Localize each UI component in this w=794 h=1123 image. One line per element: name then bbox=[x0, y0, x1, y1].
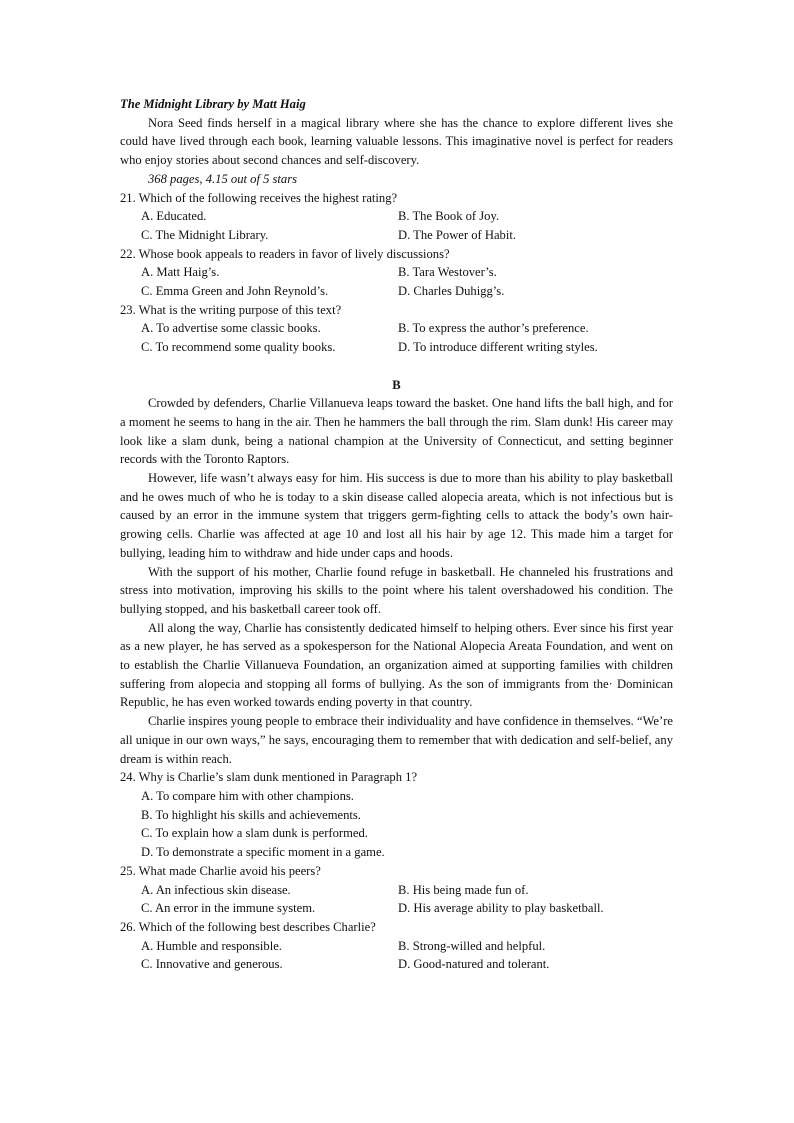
option-a: A. An infectious skin disease. bbox=[141, 882, 291, 897]
option-a: A. Matt Haig’s. bbox=[141, 265, 220, 280]
question-stem: 22. Whose book appeals to readers in favor of lively discussions? bbox=[120, 246, 450, 261]
option-a: A. Educated. bbox=[141, 209, 207, 224]
passage-paragraph: Crowded by defenders, Charlie Villanueva leaps toward the basket. One hand lifts the ball high, and for a moment he seems to hang in the air. Then he hammers the ball through the rim. Slam dunk! His career may look like a slam dunk, being a national champion at the University of Connecticut, and setting beginner records with the Toronto Raptors. bbox=[120, 396, 673, 467]
passage-paragraph: However, life wasn’t always easy for him. His success is due to more than his ability to play basketball and he owes much of who he is today to a skin disease called alopecia areata, which is not infectious but is caused by an error in the immune system that triggers germ-fighting cells to attack the body’s own hair-growing cells. Charlie was affected at age 10 and lost all his hair by age 12. This made him a target for bullying, leading him to withdraw and hide under caps and hoods. bbox=[120, 471, 673, 560]
option-c: C. Emma Green and John Reynold’s. bbox=[141, 284, 329, 299]
option-c: C. The Midnight Library. bbox=[141, 227, 269, 242]
option-d: D. To demonstrate a specific moment in a game. bbox=[141, 845, 385, 860]
question-stem: 23. What is the writing purpose of this text? bbox=[120, 302, 342, 317]
question-stem: 25. What made Charlie avoid his peers? bbox=[120, 863, 321, 878]
option-b: B. To express the author’s preference. bbox=[398, 321, 589, 336]
option-b: B. Tara Westover’s. bbox=[398, 265, 497, 280]
option-b: B. His being made fun of. bbox=[398, 882, 529, 897]
question-22 bbox=[120, 245, 673, 301]
passage-paragraph: With the support of his mother, Charlie found refuge in basketball. He channeled his frustrations and stress into motivation, improving his skills to the point where his talent overshadowed his condition. The bullying stopped, and his basketball career took off. bbox=[120, 564, 673, 616]
option-c: C. To recommend some quality books. bbox=[141, 340, 336, 355]
option-a: A. To advertise some classic books. bbox=[141, 321, 321, 336]
document-page bbox=[120, 95, 673, 974]
passage-paragraph: All along the way, Charlie has consistently dedicated himself to helping others. Ever since his first year as a new player, he has served as a spokesperson for the National Alopecia Areata Foundation, and went on to establish the Charlie Villanueva Foundation, an organization aimed at supporting families with children suffering from alopecia and stopping all forms of bullying. As the son of immigrants from the· Dominican Republic, he has even worked towards ending poverty in that country. bbox=[120, 620, 673, 710]
option-b: B. To highlight his skills and achievements. bbox=[141, 807, 361, 822]
question-stem: 26. Which of the following best describes Charlie? bbox=[120, 919, 376, 934]
book-description: Nora Seed finds herself in a magical library where she has the chance to explore different lives she could have lived through each book, learning valuable lessons. This imaginative novel is perfect for readers who enjoy stories about second chances and self-discovery. bbox=[120, 115, 673, 168]
option-b: B. The Book of Joy. bbox=[398, 209, 500, 224]
passage-paragraph: Charlie inspires young people to embrace their individuality and have confidence in themselves. “We’re all unique in our own ways,” he says, encouraging them to remember that with dedication and self-belief, any dream is within reach. bbox=[120, 714, 673, 766]
option-d: D. The Power of Habit. bbox=[398, 227, 516, 242]
question-24 bbox=[120, 768, 673, 862]
question-23 bbox=[120, 301, 673, 357]
option-a: A. Humble and responsible. bbox=[141, 938, 282, 953]
option-b: B. Strong-willed and helpful. bbox=[398, 938, 546, 953]
book-meta: 368 pages, 4.15 out of 5 stars bbox=[148, 171, 298, 186]
option-c: C. An error in the immune system. bbox=[141, 901, 316, 916]
option-d: D. Charles Duhigg’s. bbox=[398, 284, 505, 299]
option-c: C. Innovative and generous. bbox=[141, 957, 283, 972]
book-title: The Midnight Library by Matt Haig bbox=[120, 97, 306, 111]
option-d: D. Good-natured and tolerant. bbox=[398, 957, 550, 972]
question-21 bbox=[120, 189, 673, 245]
option-d: D. His average ability to play basketball. bbox=[398, 901, 604, 916]
option-d: D. To introduce different writing styles. bbox=[398, 340, 598, 355]
question-25 bbox=[120, 862, 673, 918]
question-26 bbox=[120, 918, 673, 974]
section-heading: B bbox=[392, 377, 401, 392]
option-a: A. To compare him with other champions. bbox=[141, 789, 354, 803]
question-stem: 24. Why is Charlie’s slam dunk mentioned in Paragraph 1? bbox=[120, 770, 418, 785]
option-c: C. To explain how a slam dunk is performed. bbox=[141, 826, 368, 841]
question-stem: 21. Which of the following receives the highest rating? bbox=[120, 190, 398, 205]
